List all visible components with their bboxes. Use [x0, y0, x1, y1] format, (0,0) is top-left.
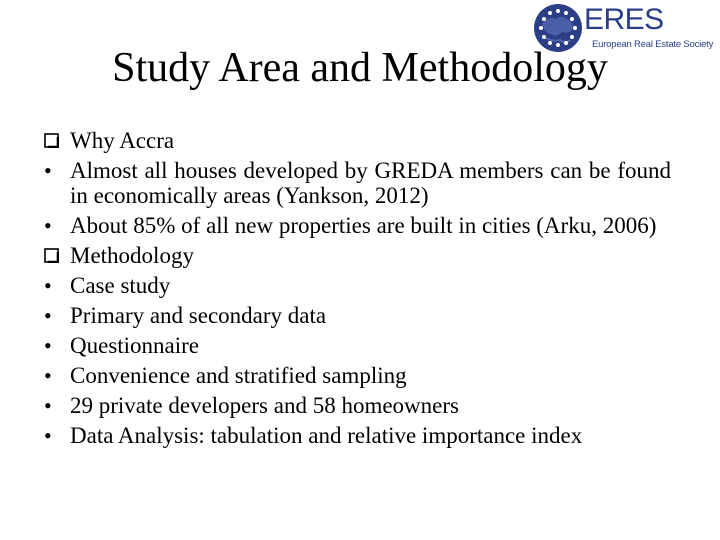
list-item — [44, 363, 671, 388]
logo-tagline: European Real Estate Society — [592, 39, 714, 50]
list-item-text: About 85% of all new properties are built in cities (Arku, 2006) — [70, 213, 657, 238]
list-item — [44, 158, 671, 208]
content-list — [44, 128, 671, 453]
logo-name: ERES — [584, 3, 664, 36]
list-item-text: Primary and secondary data — [70, 303, 327, 328]
bullet-marker: • — [44, 393, 52, 418]
list-item — [44, 423, 671, 448]
list-item — [44, 333, 671, 358]
list-item — [44, 213, 671, 238]
list-item-text: Convenience and stratified sampling — [70, 363, 407, 388]
list-item-text: Methodology — [70, 243, 194, 268]
bullet-marker: • — [44, 158, 52, 183]
bullet-marker: • — [44, 273, 52, 298]
slide-title: Study Area and Methodology — [112, 45, 608, 91]
list-item — [44, 393, 671, 418]
bullet-marker: • — [44, 423, 52, 448]
list-item-text: Why Accra — [70, 128, 175, 153]
list-item-text: 29 private developers and 58 homeowners — [70, 393, 459, 418]
list-item — [44, 128, 671, 153]
checkbox-icon — [44, 248, 59, 263]
checkbox-icon — [44, 133, 59, 148]
list-item-text: Almost all houses developed by GREDA members can be found in economically areas (Yankson, 2012) — [70, 158, 671, 208]
bullet-marker: • — [44, 303, 52, 328]
list-item-text: Data Analysis: tabulation and relative importance index — [70, 423, 583, 448]
bullet-marker: • — [44, 213, 52, 238]
list-item-text: Case study — [70, 273, 171, 298]
bullet-marker: • — [44, 333, 52, 358]
list-item — [44, 243, 671, 268]
list-item-text: Questionnaire — [70, 333, 200, 358]
bullet-marker: • — [44, 363, 52, 388]
list-item — [44, 273, 671, 298]
list-item — [44, 303, 671, 328]
